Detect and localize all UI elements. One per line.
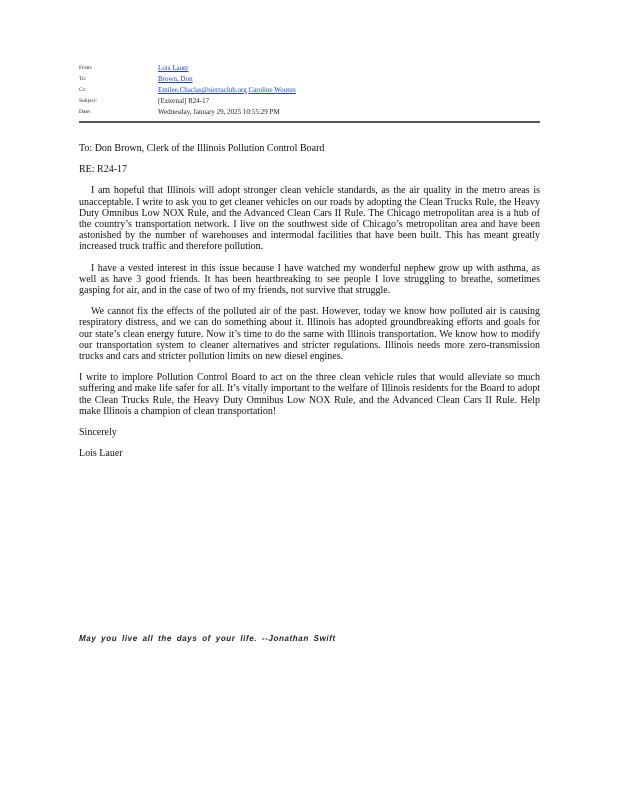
to-link[interactable]: Brown, Don bbox=[158, 75, 193, 83]
header-divider bbox=[79, 121, 540, 123]
sender-name: Lois Lauer bbox=[79, 448, 123, 460]
from-label: From: bbox=[79, 65, 93, 71]
closing: Sincerely bbox=[79, 427, 117, 439]
date-label: Date: bbox=[79, 109, 91, 115]
date-row bbox=[79, 107, 540, 118]
from-row bbox=[79, 63, 540, 74]
to-line: To: Don Brown, Clerk of the Illinois Pollution Control Board bbox=[79, 143, 325, 154]
email-header bbox=[79, 63, 540, 118]
date-value: Wednesday, January 29, 2025 10:55:29 PM bbox=[158, 108, 280, 116]
to-row bbox=[79, 74, 540, 85]
re-line: RE: R24-17 bbox=[79, 164, 128, 176]
to-label: To: bbox=[79, 76, 87, 82]
paragraph-3: We cannot fix the effects of the polluted air of the past. However, today we know how polluted air is causing respiratory distress, and we can do something about it. Illinois has adopted groundbreaking efforts and goals for our state’s clean energy future. Now it’s time to do the same with Illinois transportation. We know how to modify our transportation system to cleaner alternatives and stricter regulations. Illinois needs more zero-transmission trucks and cars and stricter pollution limits on new diesel engines. bbox=[79, 306, 540, 363]
paragraph-2: I have a vested interest in this issue because I have watched my wonderful nephew grow up with asthma, as well as have 3 good friends. It has been heartbreaking to see people I love struggling to breathe, sometimes gasping for air, and in the case of two of my friends, not survive that struggle. bbox=[79, 262, 540, 297]
cc-link-2[interactable]: Caroline Wooten bbox=[248, 86, 296, 94]
signature-quote: May you live all the days of your life. --Jonathan Swift bbox=[79, 634, 336, 643]
email-body bbox=[79, 143, 540, 469]
cc-row bbox=[79, 85, 540, 96]
subject-label: Subject: bbox=[79, 98, 98, 104]
subject-row bbox=[79, 96, 540, 107]
cc-link-1[interactable]: Emilee.Chaclas@sierraclub.org bbox=[158, 86, 247, 94]
subject-value: [External] R24-17 bbox=[158, 97, 210, 105]
from-link[interactable]: Lois Lauer bbox=[158, 64, 189, 72]
cc-label: Cc: bbox=[79, 87, 87, 93]
paragraph-1: I am hopeful that Illinois will adopt stronger clean vehicle standards, as the air quality in the metro areas is unacceptable. I write to ask you to get cleaner vehicles on our roads by adopting the Clean Trucks Rule, the Heavy Duty Omnibus Low NOX Rule, and the Advanced Clean Cars II Rule. The Chicago metropolitan area is a hub of the country’s transportation network. I live on the southwest side of Chicago’s metropolitan area and have been astonished by the number of warehouses and intermodal facilities that have been built. This has meant greatly increased truck traffic and therefore pollution. bbox=[79, 185, 540, 253]
paragraph-4: I write to implore Pollution Control Board to act on the three clean vehicle rules that would alleviate so much suffering and make life safer for all. It’s vitally important to the welfare of Illinois residents for the Board to adopt the Clean Trucks Rule, the Heavy Duty Omnibus Low NOX Rule, and the Advanced Clean Cars II Rule. Help make Illinois a champion of clean transportation! bbox=[79, 372, 540, 417]
